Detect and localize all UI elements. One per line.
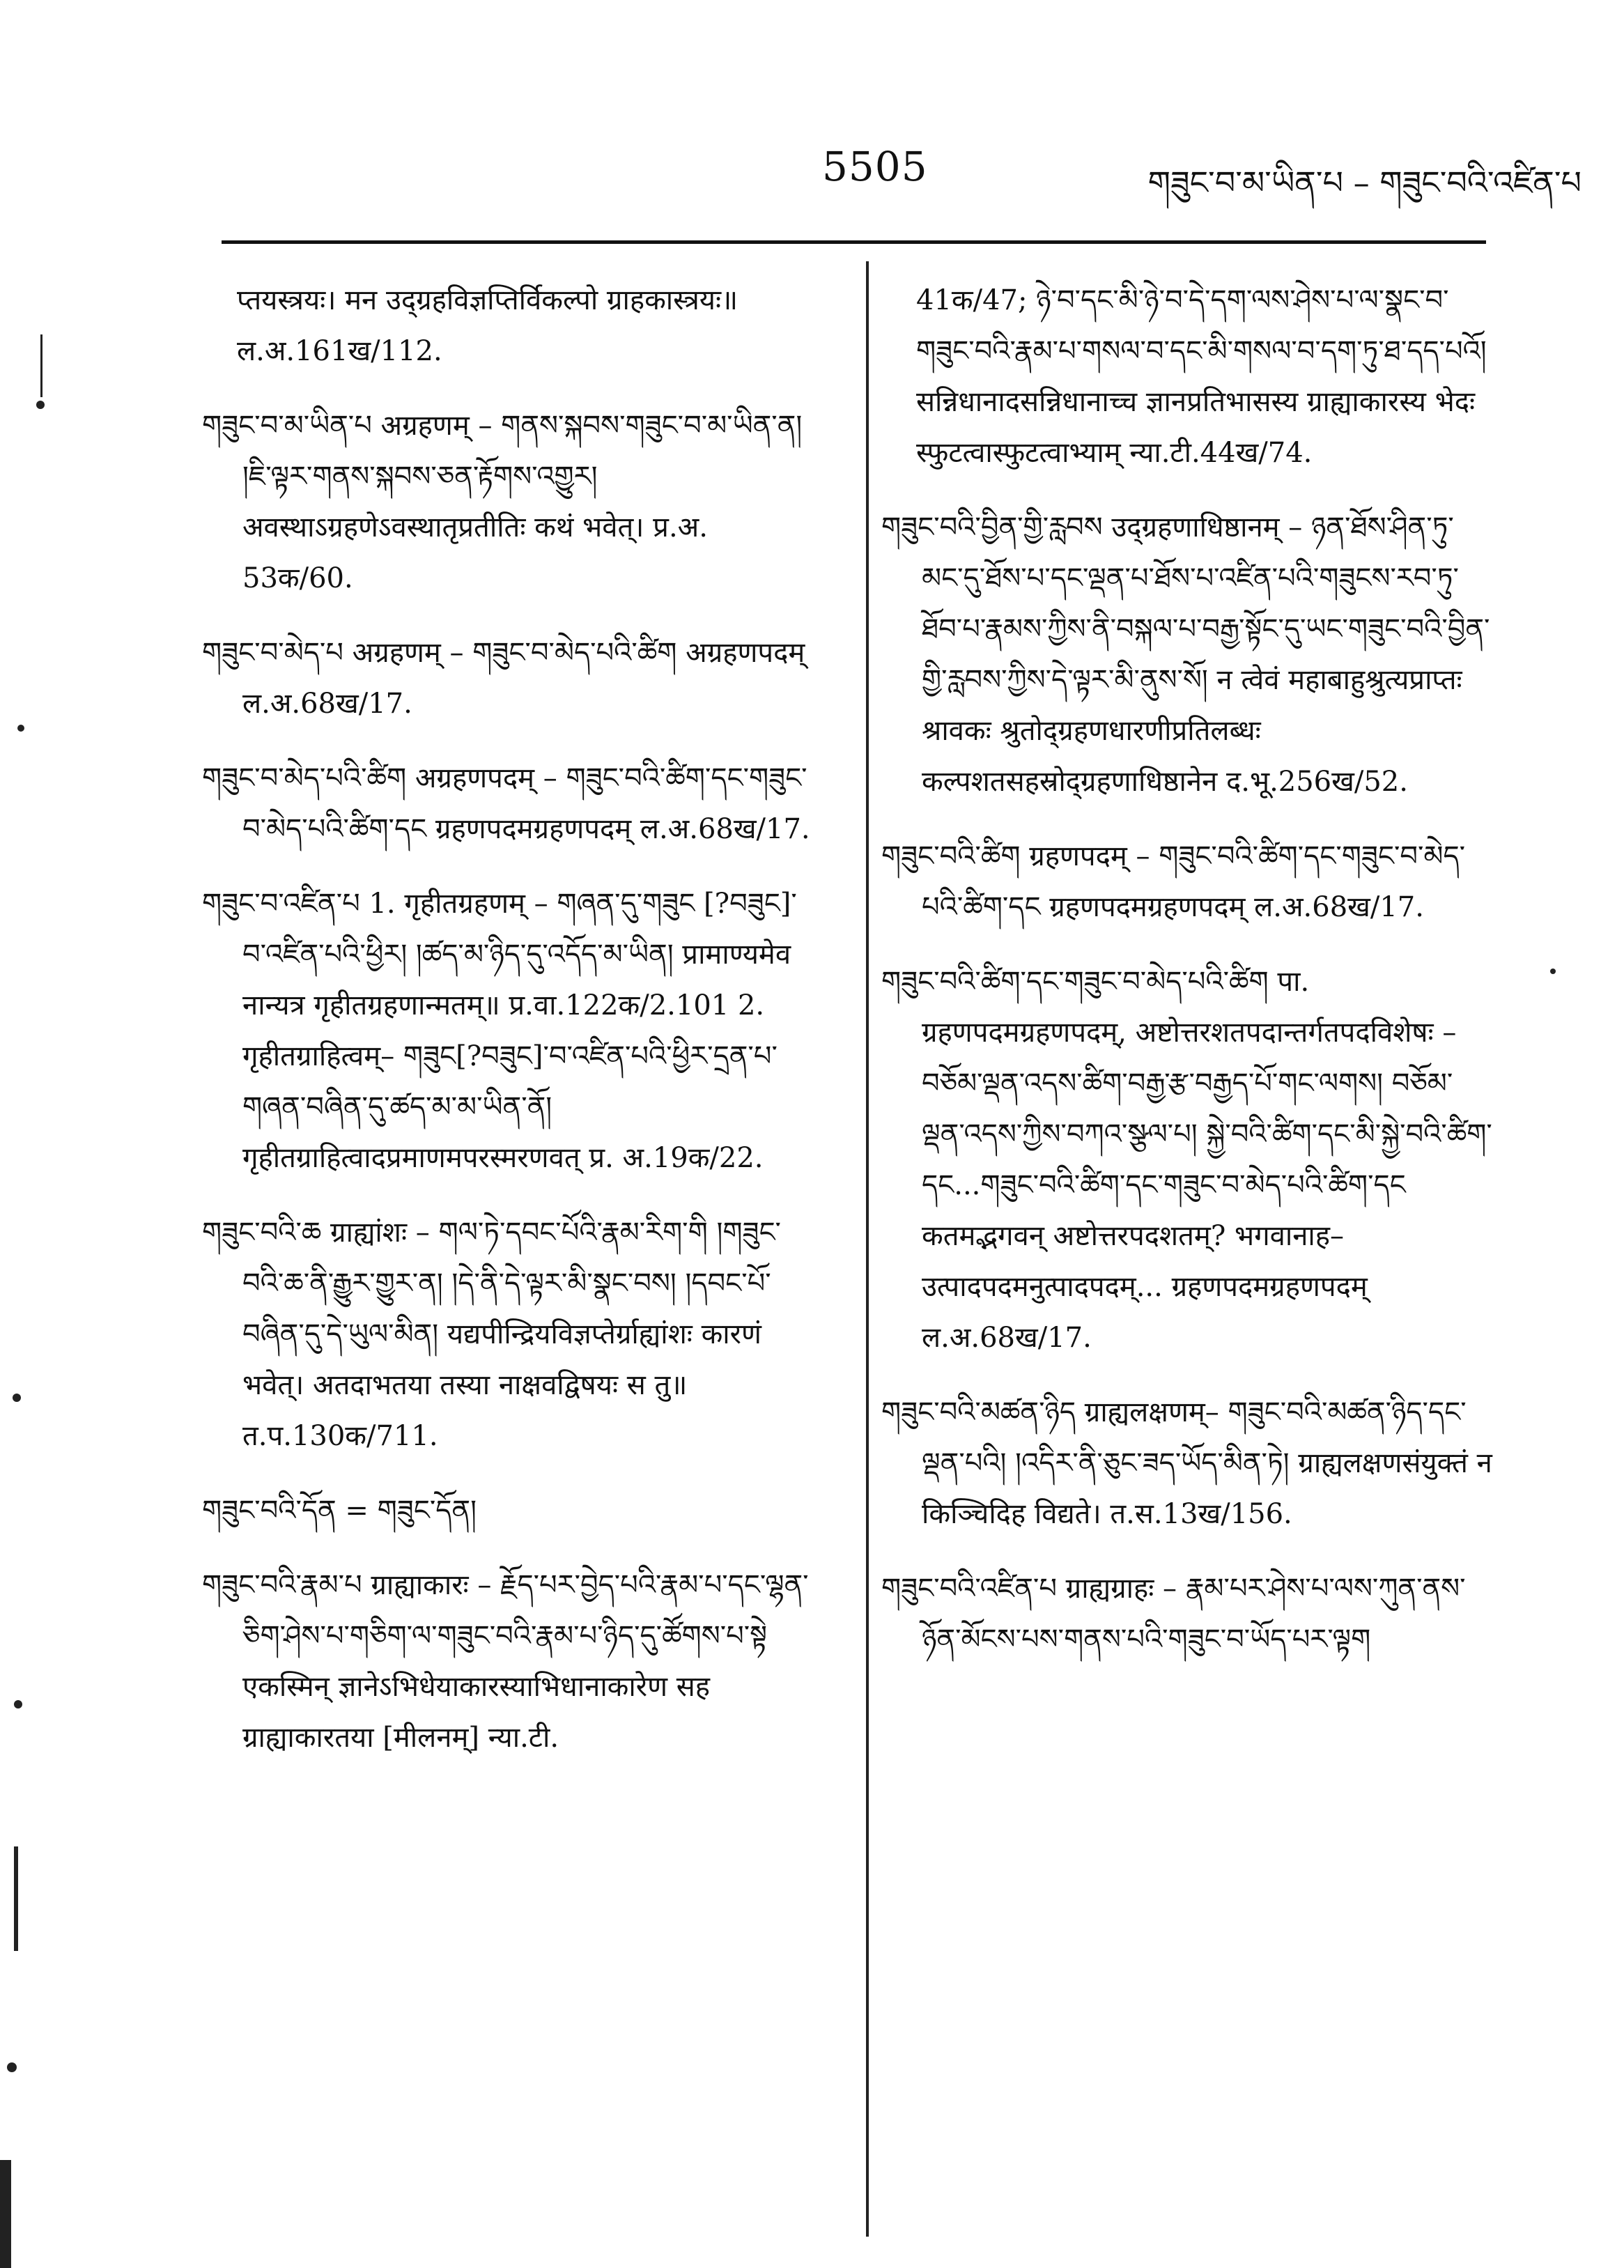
page-number: 5505: [822, 143, 928, 190]
dictionary-entry: གཟུང་བ་མ་ཡིན་པ अग्रहणम् – གནས་སྐབས་གཟུང་བ་མ་ཡིན་ན། །ཇི་ལྟར་གནས་སྐབས་ཅན་རྟོགས་འགྱུར། अवस्थाऽग्रहणेऽवस्थातृप्रतीतिः कथं भवेत्। प्र.अ. 53क/60.: [202, 410, 803, 594]
cross-reference-entry: གཟུང་བའི་དོན = གཟུང་དོན།: [202, 1495, 477, 1527]
dictionary-entry: གཟུང་བའི་ཚིག་དང་གཟུང་བ་མེད་པའི་ཚིག पा. ग्रहणपदमग्रहणपदम्, अष्टोत्तरशतपदान्तर्गतपदविशेषः – བཅོམ་ལྡན་འདས་ཚིག་བརྒྱ་རྩ་བརྒྱད་པོ་གང་ལགས། བཅོམ་ལྡན་འདས་ཀྱིས་བཀའ་སྩལ་པ། སྐྱེ་བའི་ཚིག་དང་མི་སྐྱེ་བའི་ཚིག་དང...གཟུང་བའི་ཚིག་དང་གཟུང་བ་མེད་པའི་ཚིག་དང कतमद्भगवन् अष्टोत्तरपदशतम्? भगवानाह–उत्पादपदमनुत्पादपदम्... ग्रहणपदमग्रहणपदम् ल.अ.68ख/17.: [881, 966, 1492, 1354]
column-divider: [866, 261, 869, 2237]
dictionary-entry: གཟུང་བའི་བྱིན་གྱི་རླབས उद्ग्रहणाधिष्ठानम् – ཉན་ཐོས་ཤིན་ཏུ་མང་དུ་ཐོས་པ་དང་ལྡན་པ་ཐོས་པ་འཛིན་པའི་གཟུངས་རབ་ཏུ་ཐོབ་པ་རྣམས་ཀྱིས་ནི་བསྐལ་པ་བརྒྱ་སྟོང་དུ་ཡང་གཟུང་བའི་བྱིན་གྱི་རླབས་ཀྱིས་དེ་ལྟར་མི་ནུས་སོ། न त्वेवं महाबाहुश्रुत्यप्राप्तः श्रावकः श्रुतोद्ग्रहणधारणीप्रतिलब्धः कल्पशतसहस्रोद्ग्रहणाधिष्ठानेन द.भू.256ख/52.: [881, 511, 1490, 798]
dictionary-entry: གཟུང་བའི་རྣམ་པ ग्राह्याकारः – རྗོད་པར་བྱེད་པའི་རྣམ་པ་དང་ལྷན་ཅིག་ཤེས་པ་གཅིག་ལ་གཟུང་བའི་རྣམ་པ་ཉིད་དུ་ཚོགས་པ་སྟེ एकस्मिन् ज्ञानेऽभिधेयाकारस्याभिधानाकारेण सह ग्राह्याकारतया [मीलनम्] न्या.टी.: [202, 1569, 809, 1754]
dictionary-entry: གཟུང་བའི་མཚན་ཉིད ग्राह्यलक्षणम्– གཟུང་བའི་མཚན་ཉིད་དང་ལྡན་པའི། །འདིར་ནི་ཅུང་ཟད་ཡོད་མིན་ཏེ། ग्राह्यलक्षणसंयुक्तं न किञ्चिदिह विद्यते। त.स.13ख/156.: [881, 1396, 1492, 1530]
running-head: གཟུང་བ་མ་ཡིན་པ – གཟུང་བའི་འཛིན་པ: [1147, 164, 1582, 201]
scan-mark-left: [0, 2160, 11, 2268]
entry-continuation: 41क/47; ཉེ་བ་དང་མི་ཉེ་བ་དེ་དག་ལས་ཤེས་པ་ལ་སྣང་བ་གཟུང་བའི་རྣམ་པ་གསལ་བ་དང་མི་གསལ་བ་དག་ཏུ་ཐ་དད་པའོ། सन्निधानादसन्निधानाच्च ज्ञानप्रतिभासस्य ग्राह्याकारस्य भेदः स्फुटत्वास्फुटत्वाभ्याम् न्या.टी.44ख/74.: [916, 284, 1487, 469]
scan-mark-left: [14, 1846, 18, 1951]
scan-speck: [1550, 969, 1556, 974]
dictionary-entry: གཟུང་བ་མེད་པ अग्रहणम् – གཟུང་བ་མེད་པའི་ཚིག अग्रहणपदम् ल.अ.68ख/17.: [202, 637, 805, 720]
header-rule: [222, 240, 1486, 244]
entry-continuation: प्तयस्त्रयः। मन उद्ग्रहविज्ञप्तिर्विकल्पो ग्राहकास्त्रयः॥ ल.अ.161ख/112.: [237, 284, 738, 367]
scan-speck: [17, 725, 24, 732]
dictionary-entry: གཟུང་བ་འཛིན་པ 1. गृहीतग्रहणम् – གཞན་དུ་གཟུང [?བཟུང]་བ་འཛིན་པའི་ཕྱིར། །ཚད་མ་ཉིད་དུ་འདོད་མ་ཡིན། प्रामाण्यमेव नान्यत्र गृहीतग्रहणान्मतम्॥ प्र.वा.122क/2.101 2. गृहीतग्राहित्वम्– གཟུང[?བཟུང]་བ་འཛིན་པའི་ཕྱིར་དྲན་པ་གཞན་བཞིན་དུ་ཚད་མ་མ་ཡིན་ནོ། गृहीतग्राहित्वादप्रमाणमपरस्मरणवत् प्र. अ.19क/22.: [202, 888, 797, 1174]
scan-speck: [13, 1394, 21, 1402]
dictionary-entry: གཟུང་བ་མེད་པའི་ཚིག अग्रहणपदम् – གཟུང་བའི་ཚིག་དང་གཟུང་བ་མེད་པའི་ཚིག་དང ग्रहणपदमग्रहणपदम् ल.अ.68ख/17.: [202, 762, 810, 845]
dictionary-entry: གཟུང་བའི་ཆ ग्राह्यांशः – གལ་ཏེ་དབང་པོའི་རྣམ་རིག་གི །གཟུང་བའི་ཆ་ནི་རྒྱུར་གྱུར་ན། །དེ་ནི་དེ་ལྟར་མི་སྣང་བས། །དབང་པོ་བཞིན་དུ་དེ་ཡུལ་མིན། यद्यपीन्द्रियविज्ञप्तेर्ग्राह्यांशः कारणं भवेत्। अतदाभतया तस्या नाक्षवद्विषयः स तु॥ त.प.130क/711.: [202, 1217, 781, 1452]
scan-speck: [14, 1700, 22, 1708]
scan-speck: [36, 401, 45, 409]
right-column: [881, 275, 1494, 2240]
left-column: [202, 275, 815, 2240]
scan-speck: [7, 2062, 17, 2072]
dictionary-entry: གཟུང་བའི་ཚིག ग्रहणपदम् – གཟུང་བའི་ཚིག་དང་གཟུང་བ་མེད་པའི་ཚིག་དང ग्रहणपदमग्रहणपदम् ल.अ.68ख/17.: [881, 840, 1466, 923]
dictionary-entry: གཟུང་བའི་འཛིན་པ ग्राह्यग्राहः – རྣམ་པར་ཤེས་པ་ལས་ཀུན་ནས་ཉོན་མོངས་པས་གནས་པའི་གཟུང་བ་ཡོད་པར་ལྟག: [881, 1573, 1466, 1656]
scan-mark-left: [40, 334, 42, 397]
